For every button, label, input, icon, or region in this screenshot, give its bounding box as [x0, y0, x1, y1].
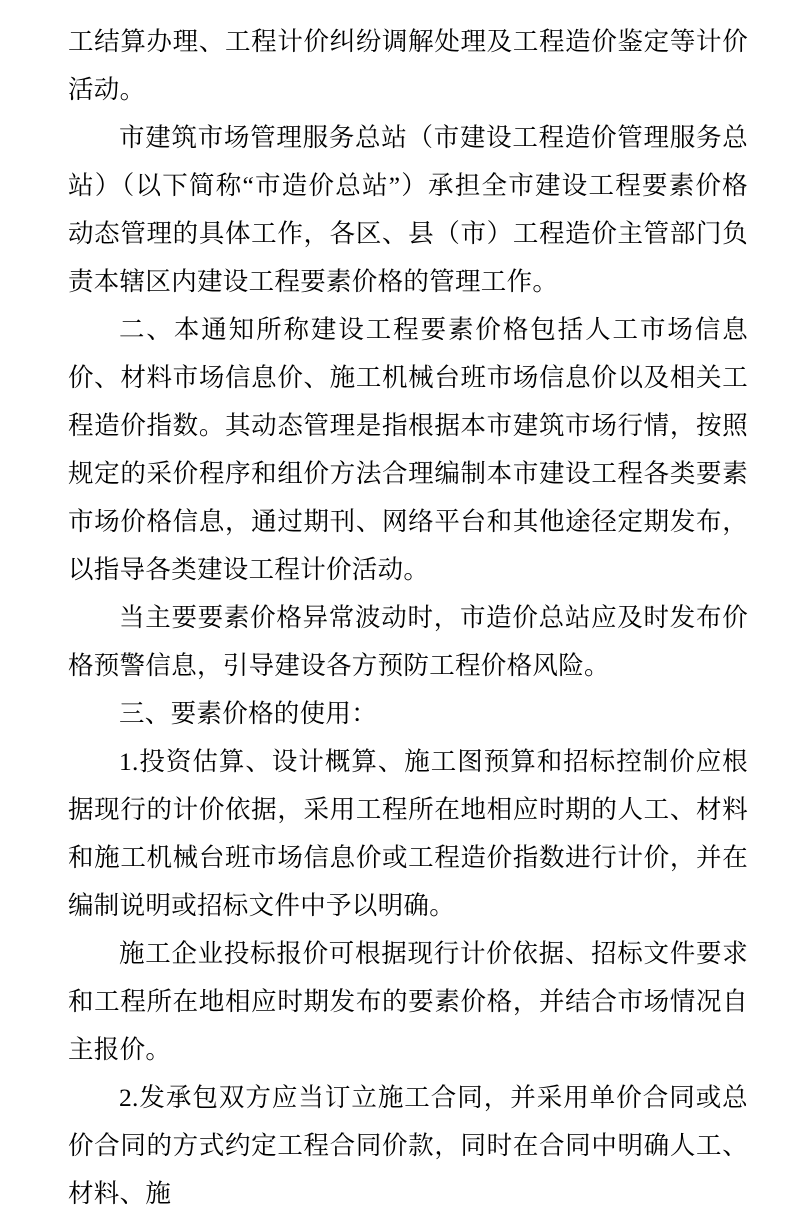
paragraph-7: 施工企业投标报价可根据现行计价依据、招标文件要求和工程所在地相应时期发布的要素价格，并结合市场情况自主报价。	[68, 939, 748, 1064]
paragraph-2: 市建筑市场管理服务总站（市建设工程造价管理服务总站）（以下简称“市造价总站”）承担全市建设工程要素价格动态管理的具体工作，各区、县（市）工程造价主管部门负责本辖区内建设工程要素价格的管理工作。	[68, 123, 748, 296]
paragraph-6: 1.投资估算、设计概算、施工图预算和招标控制价应根据现行的计价依据，采用工程所在地相应时期的人工、材料和施工机械台班市场信息价或工程造价指数进行计价，并在编制说明或招标文件中予以明确。	[68, 747, 748, 920]
paragraph-4: 当主要要素价格异常波动时，市造价总站应及时发布价格预警信息，引导建设各方预防工程价格风险。	[68, 603, 748, 680]
document-body	[68, 18, 748, 1218]
paragraph-3: 二、本通知所称建设工程要素价格包括人工市场信息价、材料市场信息价、施工机械台班市场信息价以及相关工程造价指数。其动态管理是指根据本市建筑市场行情，按照规定的采价程序和组价方法合理编制本市建设工程各类要素市场价格信息，通过期刊、网络平台和其他途径定期发布，以指导各类建设工程计价活动。	[68, 315, 748, 584]
paragraph-1: 工结算办理、工程计价纠纷调解处理及工程造价鉴定等计价活动。	[68, 27, 748, 104]
paragraph-5: 三、要素价格的使用：	[119, 699, 378, 728]
paragraph-8: 2.发承包双方应当订立施工合同，并采用单价合同或总价合同的方式约定工程合同价款，同时在合同中明确人工、材料、施	[68, 1083, 748, 1208]
